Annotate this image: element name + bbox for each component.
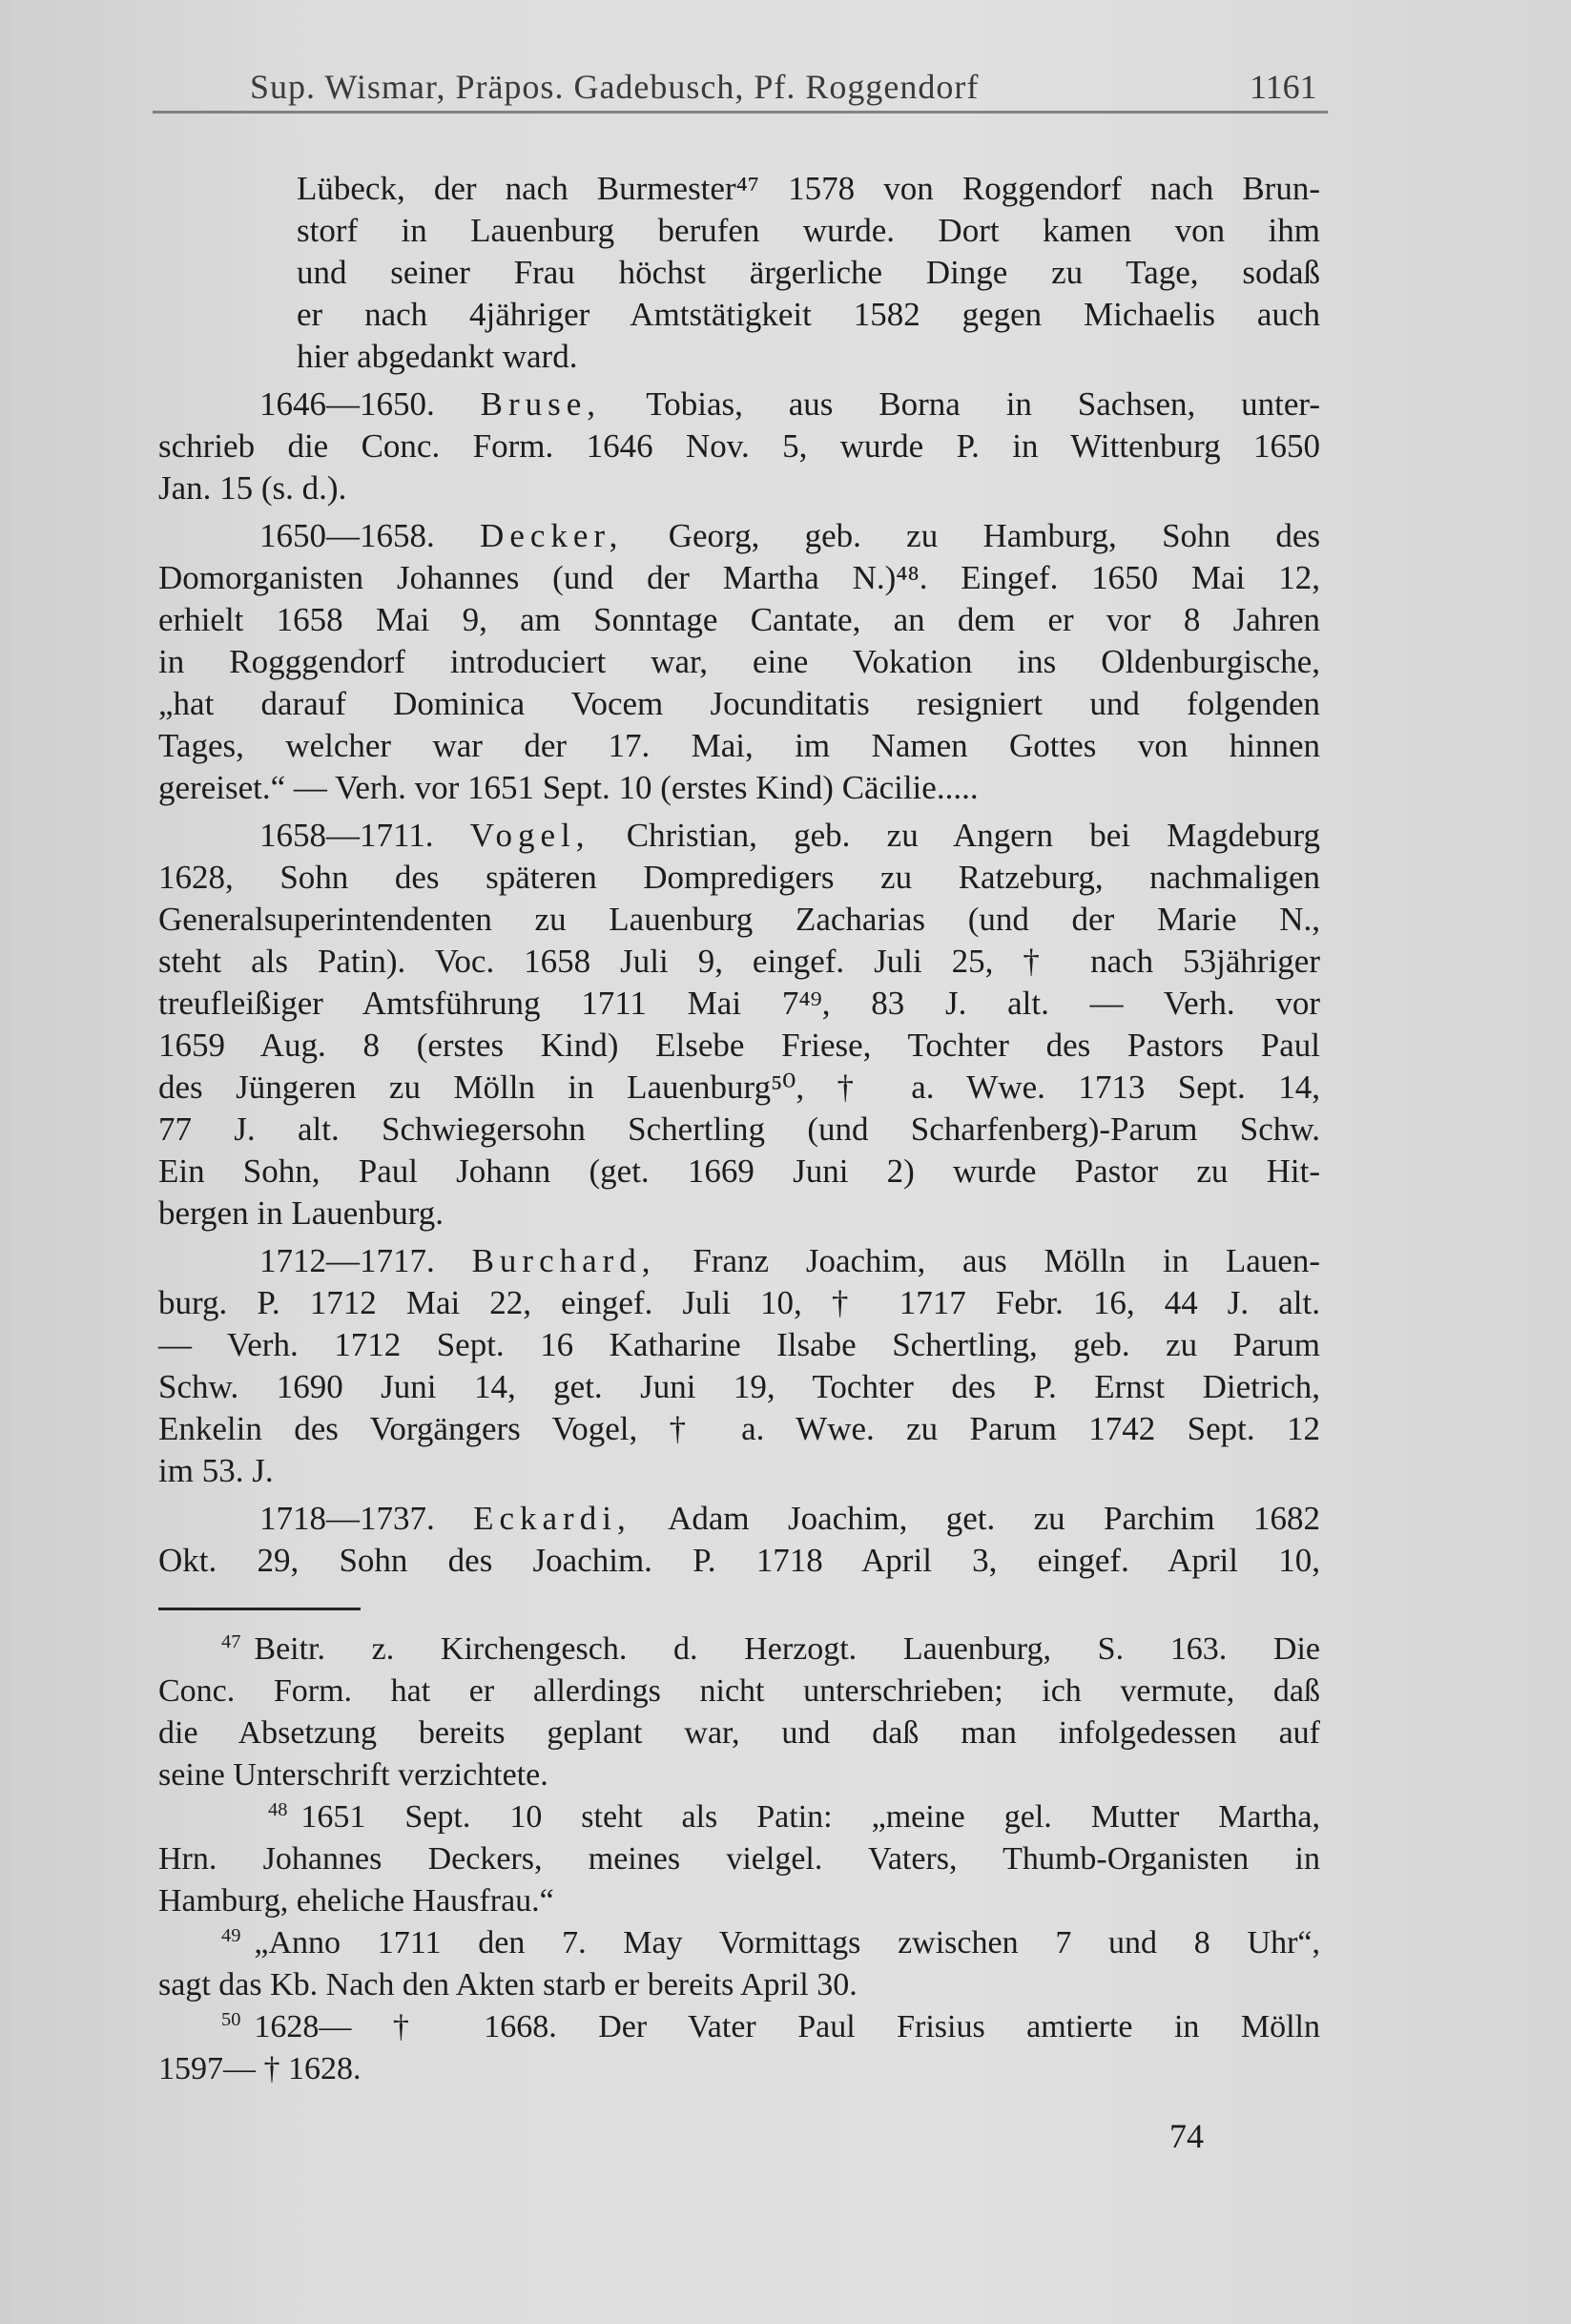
text-line: Conc. Form. hat er allerdings nicht unterschrieben; ich vermute, daß	[158, 1673, 1320, 1709]
text-line: hier abgedankt ward.	[297, 338, 578, 375]
text-line: Jan. 15 (s. d.).	[158, 469, 347, 507]
footnote-first-line	[158, 1922, 1320, 1964]
entry-dates: 1650—1658.	[259, 517, 435, 554]
text-line: treufleißiger Amtsführung 1711 Mai 7⁴⁹, 83 J. alt. — Verh. vor	[158, 985, 1320, 1022]
text-line: Ein Sohn, Paul Johann (get. 1669 Juni 2) wurde Pastor zu Hit-	[158, 1152, 1320, 1190]
running-header-title: Sup. Wismar, Präpos. Gadebusch, Pf. Roggendorf	[250, 68, 980, 106]
text-line: schrieb die Conc. Form. 1646 Nov. 5, wurde P. in Wittenburg 1650	[158, 427, 1320, 465]
text-line: Tages, welcher war der 17. Mai, im Namen Gottes von hinnen	[158, 727, 1320, 764]
page-number: 74	[1169, 2117, 1204, 2155]
entry-text: Franz Joachim, aus Mölln in Lauen-	[692, 1242, 1321, 1279]
entry-text: Georg, geb. zu Hamburg, Sohn des	[668, 517, 1321, 554]
entry-paragraph	[158, 1498, 1320, 1582]
entry-first-line	[158, 815, 1320, 857]
entry-paragraph	[158, 515, 1320, 809]
entry-name: Burchard,	[471, 1242, 656, 1279]
footnote-rule	[158, 1608, 361, 1610]
entry-paragraph	[158, 815, 1320, 1235]
footnote-number: 47	[221, 1630, 241, 1652]
text-line: storf in Lauenburg berufen wurde. Dort kamen von ihm	[297, 212, 1320, 249]
text-line: die Absetzung bereits geplant war, und daß man infolgedessen auf	[158, 1715, 1320, 1751]
text-line: bergen in Lauenburg.	[158, 1194, 444, 1232]
text-line: Lübeck, der nach Burmester⁴⁷ 1578 von Roggendorf nach Brun-	[297, 170, 1320, 207]
footnote-number: 50	[221, 2008, 241, 2030]
text-line: steht als Patin). Voc. 1658 Juli 9, eingef. Juli 25, † nach 53jähriger	[158, 943, 1320, 980]
text-line: Hamburg, eheliche Hausfrau.“	[158, 1883, 554, 1919]
entry-name: Bruse,	[480, 385, 602, 423]
text-line: und seiner Frau höchst ärgerliche Dinge zu Tage, sodaß	[297, 254, 1320, 291]
entry-first-line	[158, 1240, 1320, 1282]
text-line: „hat darauf Dominica Vocem Jocunditatis resigniert und folgenden	[158, 685, 1320, 722]
footnote-first-line	[158, 1629, 1320, 1670]
text-line: in Rogggendorf introduciert war, eine Vokation ins Oldenburgische,	[158, 643, 1320, 680]
footnote-text: 1628— † 1668. Der Vater Paul Frisius amtierte in Mölln	[254, 2009, 1320, 2044]
running-header	[250, 67, 1328, 109]
text-line: 1628, Sohn des späteren Dompredigers zu Ratzeburg, nachmaligen	[158, 859, 1320, 896]
text-line: Okt. 29, Sohn des Joachim. P. 1718 April 3, eingef. April 10,	[158, 1542, 1320, 1579]
entry-text: Adam Joachim, get. zu Parchim 1682	[668, 1500, 1321, 1537]
footnote-text: Beitr. z. Kirchengesch. d. Herzogt. Lauenburg, S. 163. Die	[254, 1631, 1320, 1667]
entry-first-line	[158, 515, 1320, 557]
entry-dates: 1646—1650.	[259, 385, 435, 423]
header-rule	[153, 111, 1328, 114]
running-header-page: 1161	[1250, 68, 1317, 106]
entry-dates: 1718—1737.	[259, 1500, 435, 1537]
footnote-number: 48	[268, 1798, 288, 1820]
footnote	[158, 1796, 1320, 1922]
text-line: er nach 4jähriger Amtstätigkeit 1582 gegen Michaelis auch	[297, 296, 1320, 333]
footnote	[158, 2006, 1320, 2090]
text-line: 77 J. alt. Schwiegersohn Schertling (und Scharfenberg)-Parum Schw.	[158, 1110, 1320, 1148]
text-line: 1659 Aug. 8 (erstes Kind) Elsebe Friese, Tochter des Pastors Paul	[158, 1027, 1320, 1064]
footnote-number: 49	[221, 1924, 241, 1946]
text-line: Domorganisten Johannes (und der Martha N.)⁴⁸. Eingef. 1650 Mai 12,	[158, 559, 1320, 596]
entry-paragraph	[158, 1240, 1320, 1492]
footnote	[158, 1922, 1320, 2006]
footnotes	[158, 1629, 1320, 2090]
entry-dates: 1658—1711.	[259, 817, 434, 854]
footnote	[158, 1629, 1320, 1796]
text-line: erhielt 1658 Mai 9, am Sonntage Cantate, an dem er vor 8 Jahren	[158, 601, 1320, 638]
text-line: seine Unterschrift verzichtete.	[158, 1757, 548, 1793]
footnote-text: „Anno 1711 den 7. May Vormittags zwischen 7 und 8 Uhr“,	[254, 1925, 1320, 1961]
entry-dates: 1712—1717.	[259, 1242, 435, 1279]
text-line: gereiset.“ — Verh. vor 1651 Sept. 10 (erstes Kind) Cäcilie.....	[158, 769, 979, 806]
footnote-first-line	[158, 2006, 1320, 2048]
entry-name: Eckardi,	[473, 1500, 631, 1537]
text-line: 1597— † 1628.	[158, 2051, 362, 2086]
entry-paragraph	[158, 384, 1320, 509]
entry-name: Decker,	[480, 517, 624, 554]
text-line: des Jüngeren zu Mölln in Lauenburg⁵⁰, † a. Wwe. 1713 Sept. 14,	[158, 1069, 1320, 1106]
text-line: Generalsuperintendenten zu Lauenburg Zacharias (und der Marie N.,	[158, 901, 1320, 938]
main-text	[158, 168, 1320, 1582]
text-line: sagt das Kb. Nach den Akten starb er bereits April 30.	[158, 1967, 858, 2002]
entry-text: Tobias, aus Borna in Sachsen, unter-	[646, 385, 1320, 423]
entry-text: Christian, geb. zu Angern bei Magdeburg	[626, 817, 1320, 854]
footnote-first-line	[158, 1796, 1320, 1838]
text-line: im 53. J.	[158, 1452, 274, 1489]
text-line: burg. P. 1712 Mai 22, eingef. Juli 10, † 1717 Febr. 16, 44 J. alt.	[158, 1284, 1320, 1321]
continued-paragraph	[158, 168, 1320, 378]
entry-name: Vogel,	[469, 817, 590, 854]
text-line: Hrn. Johannes Deckers, meines vielgel. Vaters, Thumb-Organisten in	[158, 1841, 1320, 1877]
text-line: Enkelin des Vorgängers Vogel, † a. Wwe. zu Parum 1742 Sept. 12	[158, 1410, 1320, 1447]
footnote-text: 1651 Sept. 10 steht als Patin: „meine gel. Mutter Martha,	[300, 1799, 1320, 1835]
entry-first-line	[158, 384, 1320, 425]
text-line: — Verh. 1712 Sept. 16 Katharine Ilsabe Schertling, geb. zu Parum	[158, 1326, 1320, 1363]
entry-first-line	[158, 1498, 1320, 1540]
text-line: Schw. 1690 Juni 14, get. Juni 19, Tochter des P. Ernst Dietrich,	[158, 1368, 1320, 1405]
